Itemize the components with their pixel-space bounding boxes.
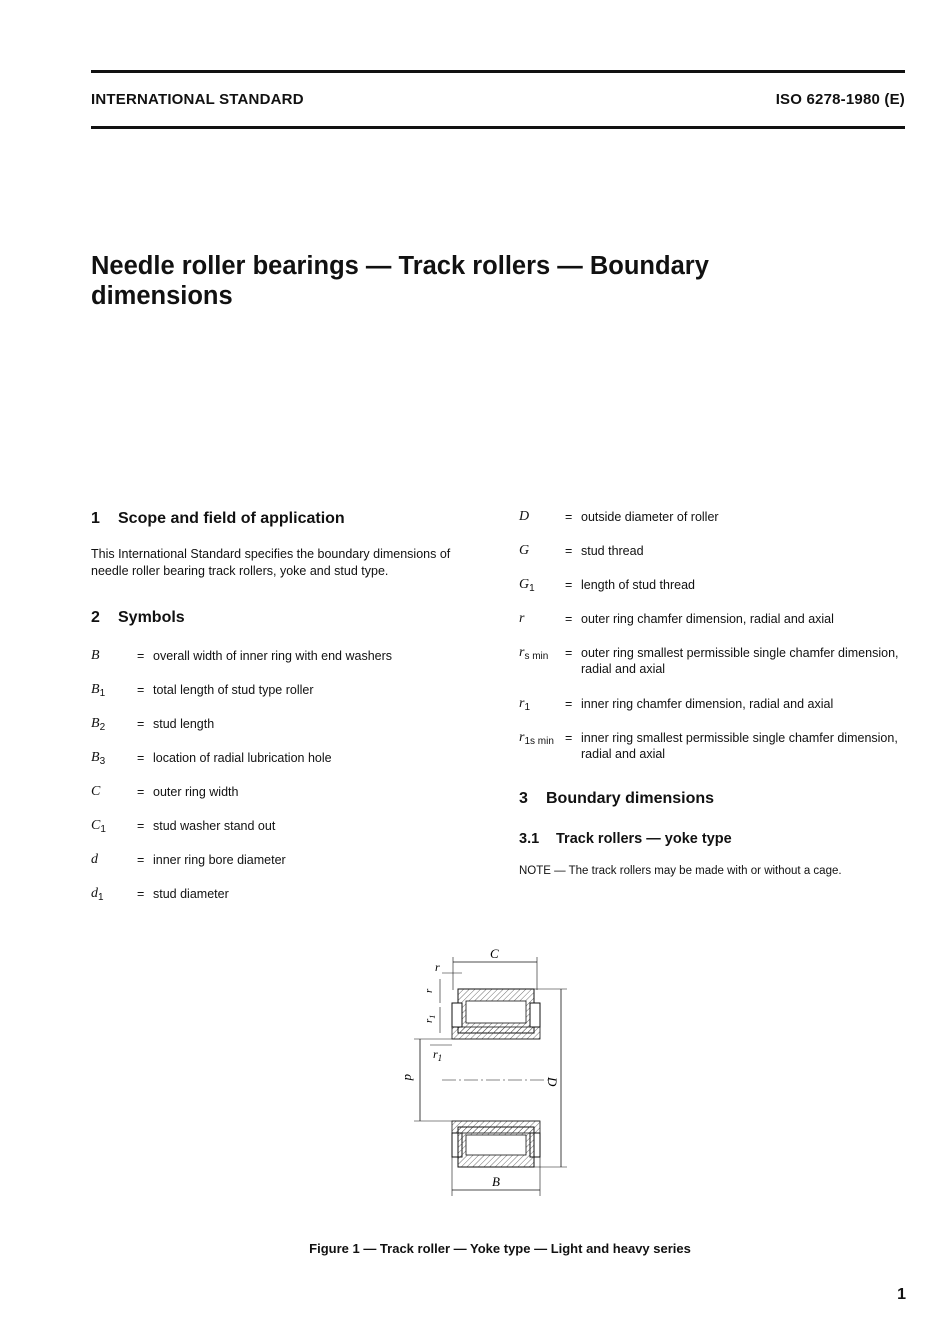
symbol: $B_3$ xyxy=(91,750,106,767)
section-2-number: 2 xyxy=(91,609,100,626)
symbol-description: length of stud thread xyxy=(581,578,695,592)
symbol-description: stud washer stand out xyxy=(153,819,276,833)
subsection-3-1-number: 3.1 xyxy=(519,831,540,847)
equals-sign: = xyxy=(137,853,145,867)
symbol-row xyxy=(91,818,491,852)
label-B: B xyxy=(492,1174,500,1189)
symbols-list-right xyxy=(519,509,911,781)
symbol-description: location of radial lubrication hole xyxy=(153,751,332,765)
symbols-list-left xyxy=(91,648,491,920)
inner-ring-upper xyxy=(452,1027,540,1039)
washer-upper-left xyxy=(452,1003,462,1027)
equals-sign: = xyxy=(565,510,573,524)
header-rule xyxy=(91,126,905,129)
equals-sign: = xyxy=(137,717,145,731)
equals-sign: = xyxy=(565,731,573,745)
equals-sign: = xyxy=(137,751,145,765)
figure-note: NOTE — The track rollers may be made with or without a cage. xyxy=(519,865,842,877)
section-1-number: 1 xyxy=(91,510,100,527)
left-column xyxy=(91,509,491,920)
section-1-text: This International Standard specifies the boundary dimensions of needle roller bearing track rollers, yoke and stud type. xyxy=(91,547,451,578)
section-3-number: 3 xyxy=(519,790,528,807)
equals-sign: = xyxy=(137,819,145,833)
symbol-row xyxy=(91,886,491,920)
symbol-description: inner ring smallest permissible single chamfer dimension, radial and axial xyxy=(581,731,898,761)
symbol: r xyxy=(519,611,525,626)
symbol-description: outside diameter of roller xyxy=(581,510,719,524)
symbol-description: inner ring bore diameter xyxy=(153,853,286,867)
equals-sign: = xyxy=(137,683,145,697)
needle-upper xyxy=(466,1001,526,1023)
symbol-row xyxy=(519,509,911,543)
symbol-row xyxy=(91,648,491,682)
equals-sign: = xyxy=(137,649,145,663)
label-d: d xyxy=(402,1074,417,1081)
symbol-description: stud length xyxy=(153,717,215,731)
equals-sign: = xyxy=(565,646,573,660)
symbol-description: outer ring width xyxy=(153,785,239,799)
title-line-2: dimensions xyxy=(91,282,233,310)
page-title xyxy=(91,251,891,311)
symbol-row xyxy=(519,696,911,730)
section-3-heading xyxy=(519,789,911,809)
symbol-row xyxy=(91,716,491,750)
equals-sign: = xyxy=(565,612,573,626)
symbol-description: stud diameter xyxy=(153,887,229,901)
symbol: D xyxy=(519,509,530,524)
section-2-title: Symbols xyxy=(118,609,185,626)
figure-1 xyxy=(400,945,580,1210)
header-left: INTERNATIONAL STANDARD xyxy=(91,91,304,108)
symbol-description: stud thread xyxy=(581,544,644,558)
symbol-row xyxy=(519,611,911,645)
section-1-title: Scope and field of application xyxy=(118,510,345,527)
label-r: r xyxy=(435,960,440,974)
symbol-row xyxy=(519,645,911,696)
subsection-3-1-heading xyxy=(519,831,911,847)
symbol-description: overall width of inner ring with end washers xyxy=(153,649,393,663)
symbol-row xyxy=(519,730,911,781)
title-line-1: Needle roller bearings — Track rollers — Boundary xyxy=(91,252,709,280)
symbol-row xyxy=(91,682,491,716)
symbol-description: total length of stud type roller xyxy=(153,683,314,697)
symbol: $C_1$ xyxy=(91,818,106,835)
symbol-description: inner ring chamfer dimension, radial and axial xyxy=(581,697,834,711)
right-column xyxy=(519,509,911,877)
label-r1-side: $r_1$ xyxy=(423,1014,437,1023)
washer-upper-right xyxy=(530,1003,540,1027)
equals-sign: = xyxy=(137,785,145,799)
symbol: $d_1$ xyxy=(91,886,104,903)
section-2-heading xyxy=(91,608,491,628)
symbol-description: outer ring chamfer dimension, radial and axial xyxy=(581,612,834,626)
top-rule xyxy=(91,70,905,73)
needle-lower xyxy=(466,1135,526,1155)
equals-sign: = xyxy=(565,578,573,592)
symbol-row xyxy=(519,543,911,577)
equals-sign: = xyxy=(565,544,573,558)
symbol-row xyxy=(519,577,911,611)
symbol: $r_{1s min}$ xyxy=(519,730,554,747)
label-D: D xyxy=(545,1077,560,1087)
symbol: G xyxy=(519,543,530,558)
section-3-title: Boundary dimensions xyxy=(546,790,715,807)
symbol: C xyxy=(91,784,101,799)
header-right: ISO 6278-1980 (E) xyxy=(775,91,905,108)
symbol: $r_{s min}$ xyxy=(519,645,549,662)
subsection-3-1-title: Track rollers — yoke type xyxy=(556,831,732,847)
symbol: d xyxy=(91,852,98,867)
label-r1: $r_1$ xyxy=(433,1047,443,1063)
label-C: C xyxy=(490,946,499,961)
symbol: $B_1$ xyxy=(91,682,106,699)
equals-sign: = xyxy=(565,697,573,711)
symbol-row xyxy=(91,852,491,886)
equals-sign: = xyxy=(137,887,145,901)
symbol: $G_1$ xyxy=(519,577,535,594)
section-1-heading xyxy=(91,509,491,529)
symbol: $B_2$ xyxy=(91,716,106,733)
symbol: $r_1$ xyxy=(519,696,531,713)
page-number: 1 xyxy=(897,1286,906,1303)
track-roller-drawing xyxy=(400,945,580,1205)
symbol-row xyxy=(91,784,491,818)
symbol: B xyxy=(91,648,100,663)
symbol-description: outer ring smallest permissible single chamfer dimension, radial and axial xyxy=(581,646,899,676)
figure-caption: Figure 1 — Track roller — Yoke type — Light and heavy series xyxy=(309,1241,691,1256)
symbol-row xyxy=(91,750,491,784)
label-r-side: r xyxy=(423,988,435,993)
